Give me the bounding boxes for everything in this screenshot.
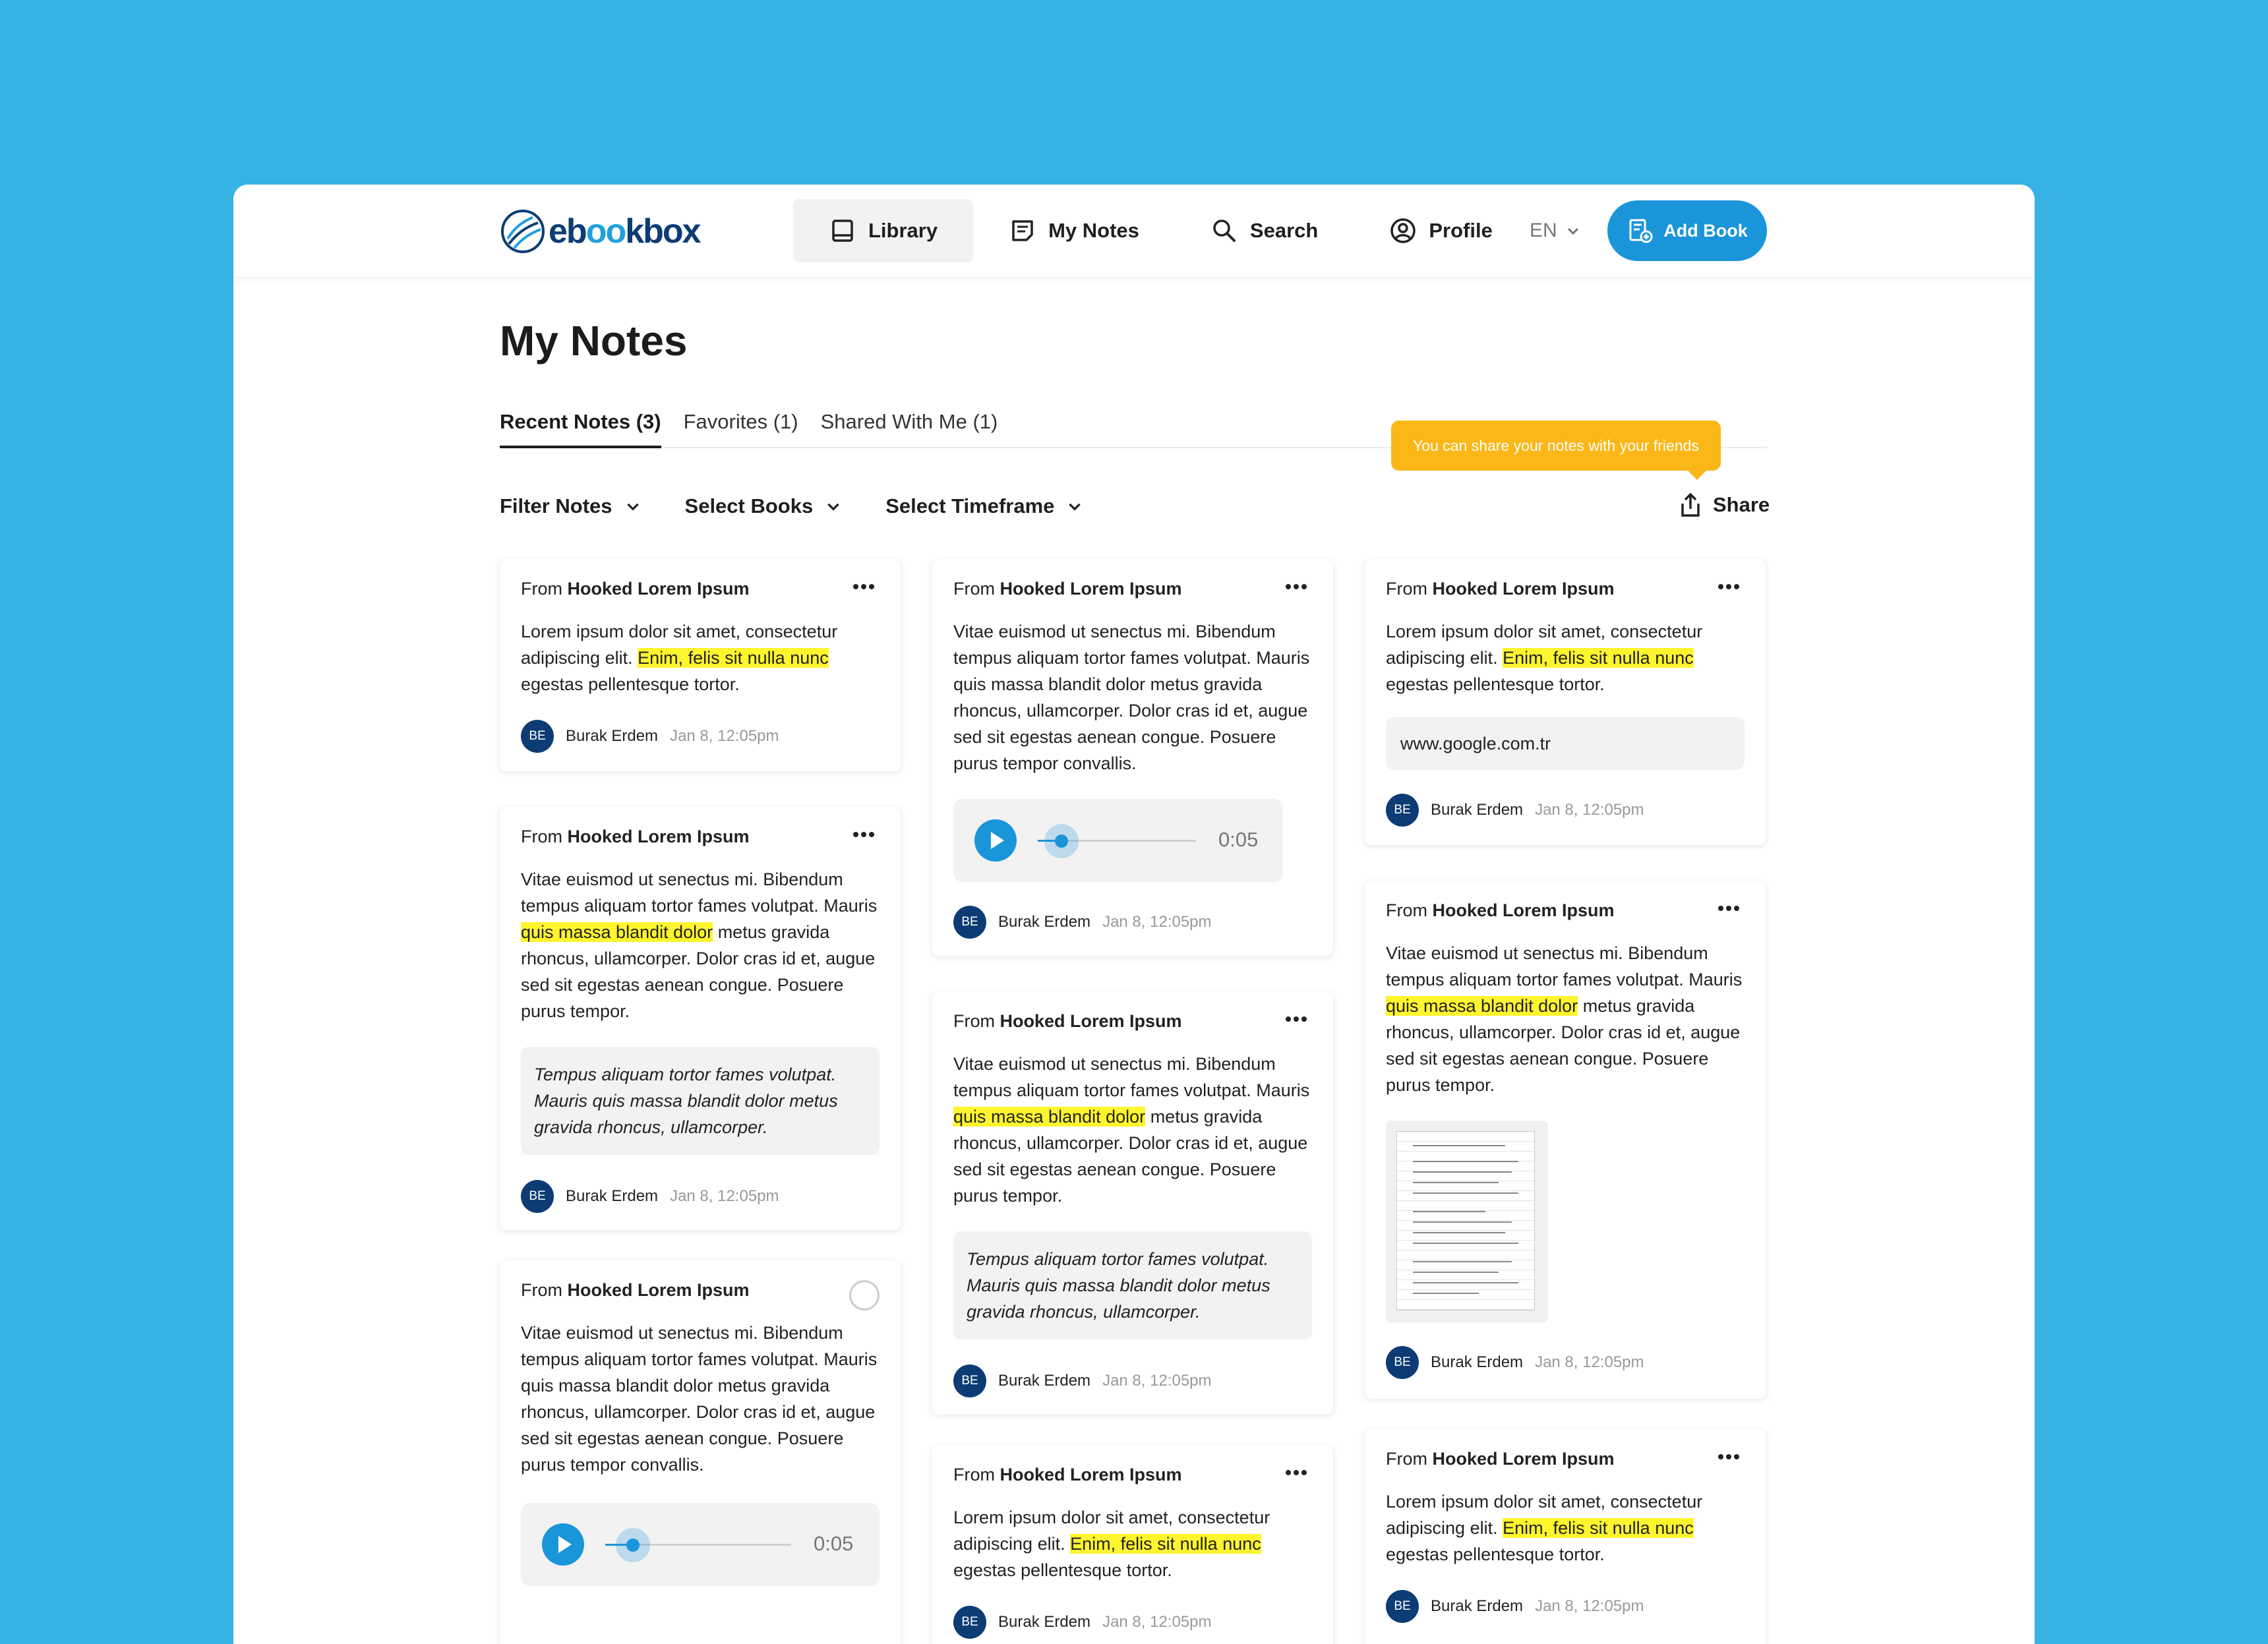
note-card[interactable] <box>500 559 901 771</box>
note-text: Vitae euismod ut senectus mi. Bibendum tempus aliquam tortor fames volutpat. Mauris quis massa blandit dolor metus gravida rhoncus, ullamcorper. Dolor cras id et, augue sed sit egestas aenean congue. Posuere purus tempor convallis. <box>521 1323 878 1475</box>
add-book-icon <box>1626 217 1654 245</box>
author-name: Burak Erdem <box>566 727 659 745</box>
author-name: Burak Erdem <box>566 1187 659 1205</box>
tab-favorites[interactable]: Favorites (1) <box>683 410 798 433</box>
note-text: Lorem ipsum dolor sit amet, consectetur adipiscing elit. Enim, felis sit nulla nunc egestas pellentesque tortor. <box>1386 622 1703 694</box>
book-globe-logo-icon <box>500 208 546 254</box>
filter-notes-dropdown[interactable] <box>500 494 642 518</box>
note-author <box>953 1365 1212 1397</box>
select-note-checkbox[interactable] <box>849 1280 880 1310</box>
tab-recent-notes[interactable]: Recent Notes (3) <box>500 409 661 448</box>
audio-progress-track[interactable] <box>605 1544 791 1546</box>
note-card[interactable] <box>1365 559 1766 845</box>
highlighted-text: Enim, felis sit nulla nunc <box>1503 648 1694 668</box>
avatar: BE <box>1386 1346 1419 1379</box>
avatar: BE <box>521 720 554 753</box>
author-name: Burak Erdem <box>998 1613 1091 1631</box>
play-button[interactable] <box>542 1523 584 1566</box>
notes-icon <box>1009 217 1036 245</box>
add-book-label: Add Book <box>1663 220 1748 241</box>
highlighted-text: quis massa blandit dolor <box>1386 996 1578 1016</box>
author-name: Burak Erdem <box>1431 801 1524 819</box>
author-name: Burak Erdem <box>998 913 1091 931</box>
note-card[interactable] <box>932 1445 1333 1644</box>
audio-progress-track[interactable] <box>1038 840 1196 842</box>
note-date: Jan 8, 12:05pm <box>670 1187 779 1205</box>
highlighted-text: quis massa blandit dolor <box>521 922 713 942</box>
filter-label: Filter Notes <box>500 494 612 517</box>
language-selector[interactable] <box>1530 212 1581 249</box>
avatar: BE <box>521 1180 554 1213</box>
select-books-dropdown[interactable] <box>685 494 843 518</box>
audio-scrubber-handle[interactable] <box>616 1528 650 1562</box>
audio-player <box>521 1503 880 1586</box>
share-label: Share <box>1713 493 1770 516</box>
author-name: Burak Erdem <box>1431 1353 1524 1371</box>
more-options-icon[interactable] <box>1716 580 1742 593</box>
note-date: Jan 8, 12:05pm <box>670 727 779 745</box>
nav-item-library[interactable] <box>793 199 973 262</box>
app-window <box>233 185 2035 1644</box>
page-title: My Notes <box>500 317 688 365</box>
avatar: BE <box>1386 1590 1419 1623</box>
chevron-down-icon <box>1565 223 1581 239</box>
note-text: Vitae euismod ut senectus mi. Bibendum tempus aliquam tortor fames volutpat. Mauris quis massa blandit dolor metus gravida rhoncus, ullamcorper. Dolor cras id et, augue sed sit egestas aenean congue. Posuere purus tempor convallis. <box>953 622 1310 773</box>
note-date: Jan 8, 12:05pm <box>1102 1613 1212 1631</box>
nav-item-profile[interactable] <box>1354 199 1528 262</box>
note-quote: Tempus aliquam tortor fames volutpat. Mauris quis massa blandit dolor metus gravida rhoncus, ullamcorper. <box>521 1047 880 1155</box>
audio-scrubber-handle[interactable] <box>1044 824 1079 858</box>
filter-label: Select Timeframe <box>885 494 1055 517</box>
note-card[interactable] <box>500 807 901 1230</box>
select-timeframe-dropdown[interactable] <box>885 494 1083 518</box>
note-quote: Tempus aliquam tortor fames volutpat. Mauris quis massa blandit dolor metus gravida rhoncus, ullamcorper. <box>953 1231 1312 1339</box>
handwritten-page <box>1396 1131 1535 1310</box>
more-options-icon[interactable] <box>1716 902 1742 915</box>
note-text: Vitae euismod ut senectus mi. Bibendum tempus aliquam tortor fames volutpat. Mauris quis massa blandit dolor metus gravida rhoncus, ullamcorper. Dolor cras id et, augue sed sit egestas aenean congue. Posuere purus tempor. <box>1386 943 1743 1095</box>
note-author <box>1386 1590 1644 1623</box>
chevron-down-icon <box>1066 498 1083 515</box>
nav-item-search[interactable] <box>1175 199 1354 262</box>
note-source: From Hooked Lorem Ipsum <box>521 579 750 599</box>
logo-wordmark: ebookbox <box>549 212 700 250</box>
note-text: Vitae euismod ut senectus mi. Bibendum tempus aliquam tortor fames volutpat. Mauris quis massa blandit dolor metus gravida rhoncus, ullamcorper. Dolor cras id et, augue sed sit egestas aenean congue. Posuere purus tempor. <box>521 869 878 1021</box>
note-date: Jan 8, 12:05pm <box>1535 1597 1644 1615</box>
note-card[interactable] <box>500 1260 901 1644</box>
note-date: Jan 8, 12:05pm <box>1102 913 1212 931</box>
note-source: From Hooked Lorem Ipsum <box>953 579 1182 599</box>
avatar: BE <box>953 906 986 939</box>
main-nav <box>793 199 1528 262</box>
more-options-icon[interactable] <box>850 828 877 841</box>
play-button[interactable] <box>974 819 1017 862</box>
highlighted-text: quis massa blandit dolor <box>953 1107 1146 1127</box>
note-source: From Hooked Lorem Ipsum <box>521 1280 750 1300</box>
filter-label: Select Books <box>684 494 814 517</box>
note-source: From Hooked Lorem Ipsum <box>521 827 750 846</box>
note-card[interactable] <box>1365 1429 1766 1644</box>
highlighted-text: Enim, felis sit nulla nunc <box>1503 1518 1694 1538</box>
chevron-down-icon <box>825 498 842 515</box>
nav-item-label: Profile <box>1429 219 1493 242</box>
more-options-icon[interactable] <box>1716 1450 1742 1463</box>
top-navigation-bar <box>233 185 2035 277</box>
author-name: Burak Erdem <box>998 1372 1091 1390</box>
note-text: Vitae euismod ut senectus mi. Bibendum tempus aliquam tortor fames volutpat. Mauris quis massa blandit dolor metus gravida rhoncus, ullamcorper. Dolor cras id et, augue sed sit egestas aenean congue. Posuere purus tempor. <box>953 1054 1310 1206</box>
handwritten-note-image[interactable] <box>1386 1121 1548 1322</box>
audio-time: 0:05 <box>814 1532 854 1555</box>
nav-item-my-notes[interactable] <box>973 199 1175 262</box>
note-author <box>953 906 1212 939</box>
nav-item-label: Library <box>868 219 938 242</box>
avatar: BE <box>953 1365 986 1397</box>
note-date: Jan 8, 12:05pm <box>1535 801 1644 819</box>
audio-player <box>953 799 1283 882</box>
audio-time: 0:05 <box>1218 828 1259 851</box>
nav-item-label: Search <box>1249 219 1319 242</box>
note-source: From Hooked Lorem Ipsum <box>1386 900 1615 920</box>
note-text: Lorem ipsum dolor sit amet, consectetur adipiscing elit. Enim, felis sit nulla nunc egestas pellentesque tortor. <box>1386 1492 1703 1564</box>
note-source: From Hooked Lorem Ipsum <box>953 1465 1182 1484</box>
search-icon <box>1210 217 1238 245</box>
nav-item-label: My Notes <box>1048 219 1139 242</box>
ebookbox-logo[interactable] <box>500 208 700 254</box>
share-icon <box>1676 490 1705 519</box>
add-book-button[interactable] <box>1607 200 1767 261</box>
note-source: From Hooked Lorem Ipsum <box>1386 1449 1615 1469</box>
note-source: From Hooked Lorem Ipsum <box>1386 579 1615 599</box>
note-card[interactable] <box>1365 881 1766 1399</box>
note-date: Jan 8, 12:05pm <box>1102 1372 1212 1390</box>
note-link[interactable]: www.google.com.tr <box>1386 717 1745 770</box>
more-options-icon[interactable] <box>1283 580 1309 593</box>
note-author <box>1386 1346 1644 1379</box>
note-text: Lorem ipsum dolor sit amet, consectetur adipiscing elit. Enim, felis sit nulla nunc egestas pellentesque tortor. <box>953 1508 1270 1580</box>
note-author <box>1386 794 1644 827</box>
tab-shared-with-me[interactable]: Shared With Me (1) <box>820 410 998 433</box>
more-options-icon[interactable] <box>850 580 877 593</box>
share-button[interactable] <box>1676 490 1770 519</box>
highlighted-text: Enim, felis sit nulla nunc <box>1070 1534 1261 1554</box>
filter-bar <box>500 494 1083 518</box>
avatar: BE <box>1386 794 1419 827</box>
avatar: BE <box>953 1606 986 1639</box>
note-card[interactable] <box>932 559 1333 956</box>
more-options-icon[interactable] <box>1283 1013 1309 1026</box>
chevron-down-icon <box>624 498 642 515</box>
author-name: Burak Erdem <box>1431 1597 1524 1615</box>
profile-icon <box>1389 217 1417 245</box>
book-icon <box>829 217 856 245</box>
highlighted-text: Enim, felis sit nulla nunc <box>638 648 829 668</box>
note-card[interactable] <box>932 991 1333 1415</box>
language-value: EN <box>1530 220 1557 241</box>
note-author <box>953 1606 1212 1639</box>
note-author <box>521 720 779 753</box>
share-tooltip: You can share your notes with your friends <box>1391 421 1721 471</box>
note-text: Lorem ipsum dolor sit amet, consectetur adipiscing elit. Enim, felis sit nulla nunc egestas pellentesque tortor. <box>521 622 838 694</box>
note-source: From Hooked Lorem Ipsum <box>953 1011 1182 1031</box>
note-author <box>521 1180 779 1213</box>
more-options-icon[interactable] <box>1283 1466 1309 1479</box>
note-date: Jan 8, 12:05pm <box>1535 1353 1644 1371</box>
